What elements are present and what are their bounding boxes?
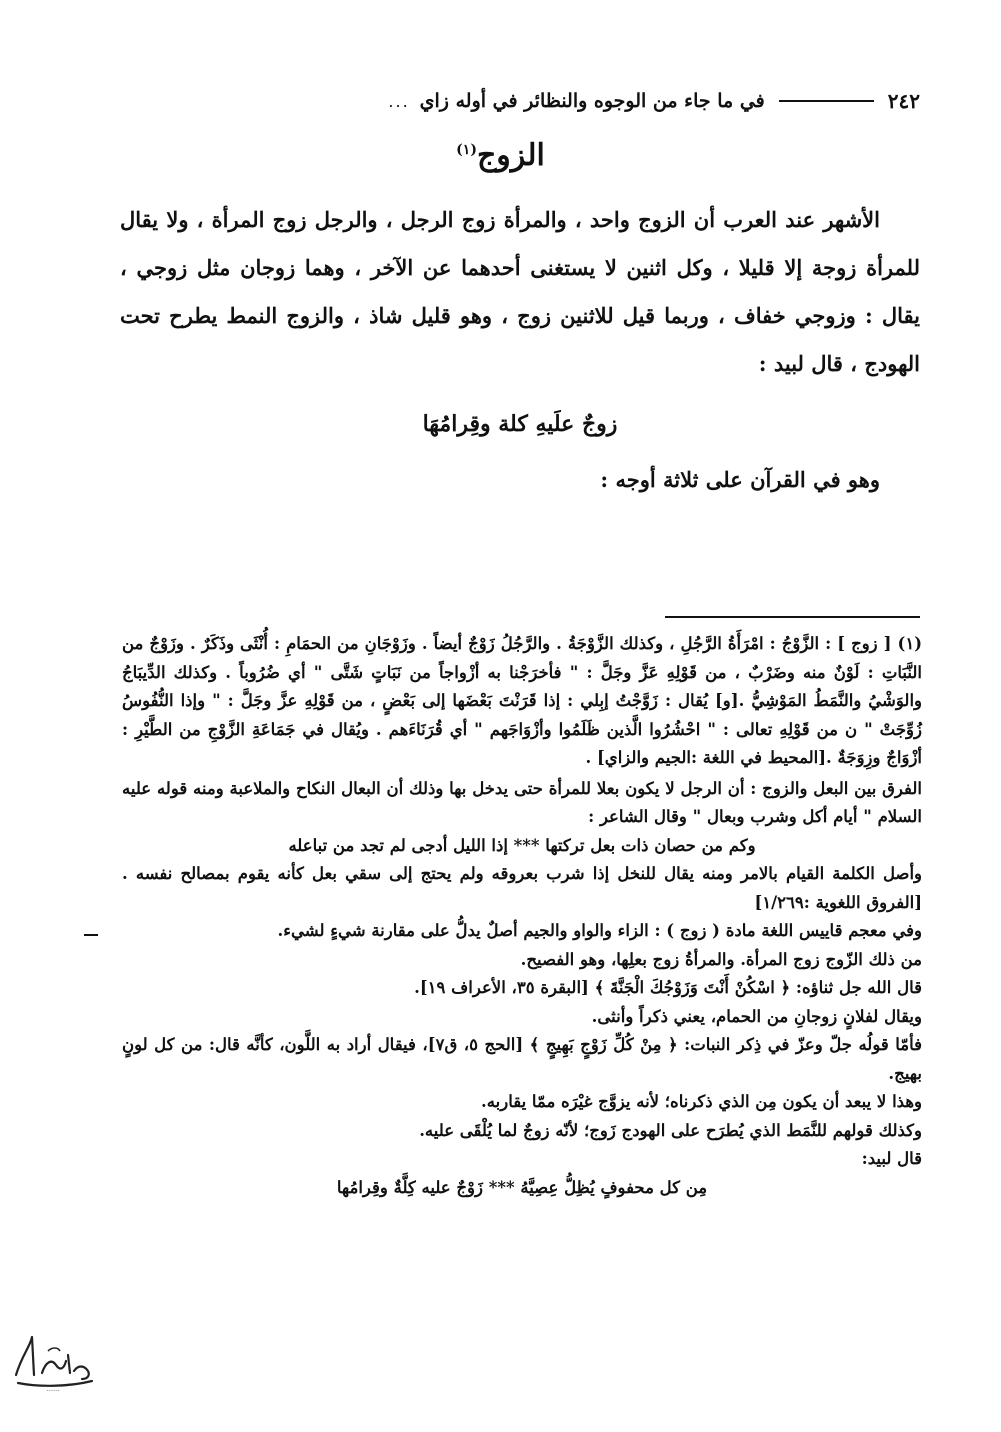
svg-text:·······: ······· [46,1388,60,1395]
footnote-11-verse: مِن كل محفوفٍ يُظِلُّ عِصِيَّهُ *** زَوْجٌ عليه كِلَّةٌ وقِرامُها [336,1177,708,1197]
footnote-marker: (١) [456,142,477,158]
main-paragraph: الأشهر عند العرب أن الزوج واحد ، والمرأة زوج الرجل ، والرجل زوج المرأة ، ولا يقال للمرأة زوجة إلا قليلا ، وكل اثنين لا يستغنى أحدهما عن الآخر ، وهما زوجان مثل زوجي ، يقال : وزوجي خفاف ، وربما قيل للاثنين زوج ، وهو قليل شاذ ، والزوج النمط يطرح تحت الهودج ، قال لبيد : [120,207,920,376]
footnote-9: وهذا لا يبعد أن يكون مِن الذي ذكرناه؛ لأنه يزوَّج غيْرَه ممّا يقاربه. [481,1092,922,1111]
library-logo-icon [8,1325,98,1395]
footnote-8: فأمّا قولُه جلّ وعزّ في ذِكر النبات: ﴿ مِنْ كُلِّ زَوْجٍ بَهِيجٍ ﴾ [الحج ٥، ق٧]، فيقال أراد به اللَّون، كأنَّه قال: من كل لونٍ بهيج. [122,1035,923,1083]
footnote-11: قال لبيد: [861,1149,922,1168]
entry-title [0,138,1001,173]
header-dots: ... [388,91,410,111]
footnote-10: وكذلك قولهم للنَّمَط الذي يُطرَح على الهودج زَوج؛ لأنّه زوجٌ لما يُلْقَى عليه. [419,1120,922,1140]
running-title: في ما جاء من الوجوه والنظائر في أوله زاي [419,90,765,112]
footnote-5: من ذلك الزّوج زوج المرأة. والمرأةُ زوج بعلِها، وهو الفصيح. [520,949,922,969]
footnote-7: ويقال لفلانٍ زوجانِ من الحمام، يعني ذكراً وأنثى. [591,1006,922,1026]
footnotes [122,630,922,1202]
page-header [70,86,920,116]
footnote-separator [665,616,920,618]
main-verse: زوجٌ علَيهِ كلة وقِرامُهَا [422,411,618,437]
footnote-3: وأصل الكلمة القيام بالامر ومنه يقال للنخل إذا شرب بعروقه ولم يحتج إلى سقي بعل كأنه يقوم بمصالح نفسه .[الفروق اللغوية :١/٢٦٩] [122,864,922,912]
entry-title-text: الزوج [476,138,545,173]
header-rule [779,100,874,102]
page-number: ٢٤٢ [887,89,920,113]
footnote-6: قال الله جل ثناؤه: ﴿ اسْكُنْ أَنْتَ وَزَوْجُكَ الْجَنَّةَ ﴾ [البقرة ٣٥، الأعراف ١٩]. [414,978,922,997]
footnote-1: (١) [ زوج ] : الزَّوْجُ : امْرَأَةُ الرَّجُلِ ، وكذلك الزَّوْجَةُ . والرَّجُلُ زَوْجٌ أيضاً . وزَوْجَانِ من الحمَامِ : أُنْثَى وذَكَرٌ . وزَوْجٌ من النَّبَاتِ : لَوْنٌ منه وضَرْبٌ ، من قَوْلِهِ عَزَّ وجَلَّ : " فأخرَجْنا به أزْواجاً من نَبَاتٍ شَتَّى " أي ضُرُوباً . وكذلك الدِّيبَاجُ والوَشْيُ والنَّمَطُ المَوْشِيُّ .[و] يُقال : زَوَّجْتُ إبِلي : إذا قَرَنْتَ بَعْضَها إلى بَعْضٍ ، من قَوْلِهِ عزَّ وجَلَّ : " وإذا النُّفُوسُ زُوِّجَتْ " ن من قَوْلِهِ تعالى : " احْشُرُوا الَّذين ظَلَمُوا وأزْوَاجَهم " أي قُرَنَاءَهم . ويُقال في جَمَاعَةِ الزَّوْجِ من الطَّيْرِ : أزْوَاجٌ وزِوَجَةٌ .[المحيط في اللغة :الجيم والزاي] . [122,634,922,767]
footnote-2-verse: وكم من حصان ذات بعل تركتها *** إذا الليل أدجى لم تجد من تباعله [288,835,756,855]
margin-dash [84,934,98,936]
footnote-4: وفي معجم قاييس اللغة مادة ( زوج ) : الزاء والواو والجيم أصلٌ يدلُّ على مقارنة شيءٍ لشيء. [277,921,922,940]
main-text [120,196,920,504]
footnote-2: الفرق بين البعل والزوج : أن الرجل لا يكون بعلا للمرأة حتى يدخل بها وذلك أن البعال النكاح والملاعبة ومنه قوله عليه السلام " أيام أكل وشرب وبعال " وقال الشاعر : [122,778,922,826]
intro-line: وهو في القرآن على ثلاثة أوجه : [600,467,880,492]
